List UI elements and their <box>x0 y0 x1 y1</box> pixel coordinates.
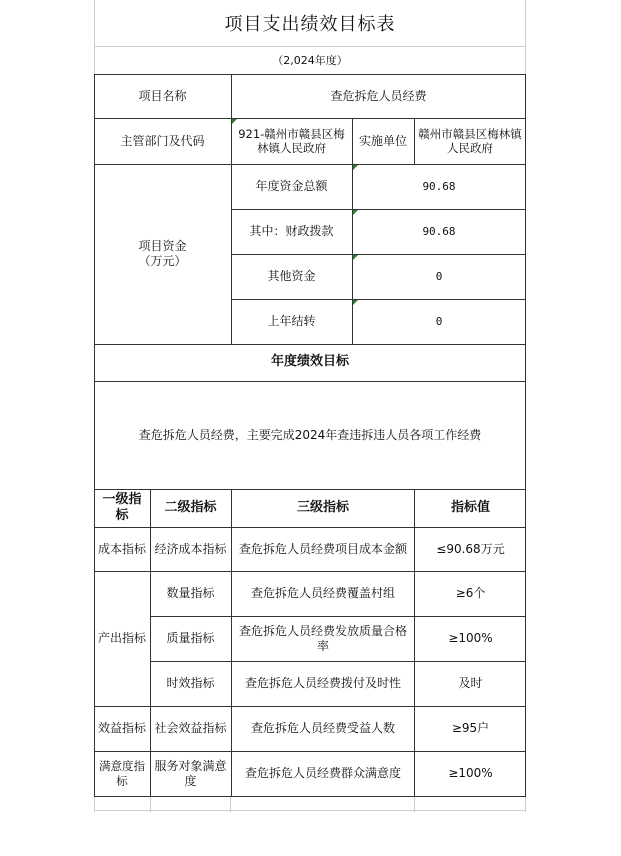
table-border <box>94 796 526 797</box>
indicator-value: ≥6个 <box>455 586 486 600</box>
table-border <box>94 706 526 707</box>
grid-line <box>94 796 95 812</box>
indicator-header: 一级指标 <box>102 491 142 523</box>
project-name-value: 查危拆危人员经费 <box>330 88 427 103</box>
indicator-header: 三级指标 <box>296 499 349 515</box>
table-border <box>94 344 526 345</box>
impl-unit-label: 实施单位 <box>358 133 407 148</box>
table-border <box>525 74 526 796</box>
table-border <box>94 751 526 752</box>
grid-line <box>94 810 526 811</box>
cell-marker-icon <box>232 119 237 124</box>
grid-line <box>230 796 231 812</box>
funds-row-value: 0 <box>435 314 443 328</box>
indicator-value: 及时 <box>458 676 483 690</box>
indicator-l2: 经济成本指标 <box>154 541 227 556</box>
annual-goal-text: 查危拆危人员经费，主要完成2024年查违拆违人员各项工作经费 <box>138 427 482 442</box>
page-title: 项目支出绩效目标表 <box>224 14 396 35</box>
indicator-l1: 成本指标 <box>97 541 146 556</box>
indicator-value: ≥95户 <box>451 721 490 735</box>
table-border <box>94 74 95 796</box>
impl-unit-value: 赣州市赣县区梅林镇人民政府 <box>418 126 522 155</box>
grid-line <box>150 796 151 812</box>
dept-label: 主管部门及代码 <box>120 133 205 148</box>
indicator-header: 二级指标 <box>164 499 217 515</box>
indicator-l3: 查危拆危人员经费覆盖村组 <box>250 586 395 600</box>
funds-row-label: 其他资金 <box>267 269 316 283</box>
table-border <box>150 661 526 662</box>
dept-value: 921-赣州市赣县区梅林镇人民政府 <box>238 126 345 155</box>
indicator-l3: 查危拆危人员经费项目成本金额 <box>238 541 407 556</box>
grid-line <box>414 796 415 812</box>
indicator-l2: 社会效益指标 <box>154 721 227 735</box>
cell-marker-icon <box>353 165 358 170</box>
table-border <box>414 118 415 164</box>
funds-row-value: 0 <box>435 269 443 283</box>
indicator-l3: 查危拆危人员经费拨付及时性 <box>244 676 401 690</box>
indicator-value: ≥100% <box>448 631 493 645</box>
cell-marker-icon <box>353 255 358 260</box>
table-border <box>150 489 151 796</box>
table-border <box>352 118 353 344</box>
funds-row-label: 年度资金总额 <box>255 179 328 193</box>
year-line: （2,024年度） <box>272 54 348 67</box>
cell-marker-icon <box>353 210 358 215</box>
grid-line <box>525 796 526 812</box>
table-border <box>414 489 415 796</box>
indicator-l1: 产出指标 <box>97 631 146 645</box>
indicator-l2: 数量指标 <box>166 586 215 600</box>
table-border <box>94 489 526 490</box>
table-border <box>94 118 526 119</box>
indicator-value: ≤90.68万元 <box>436 541 505 556</box>
indicator-l3: 查危拆危人员经费群众满意度 <box>244 766 401 780</box>
table-border <box>231 299 526 300</box>
table-border <box>231 489 232 796</box>
table-border <box>231 74 232 344</box>
table-border <box>94 571 526 572</box>
indicator-l3: 查危拆危人员经费发放质量合格率 <box>238 623 407 653</box>
indicator-l1: 满意度指标 <box>99 759 145 788</box>
indicator-value: ≥100% <box>448 766 493 780</box>
indicator-l2: 质量指标 <box>166 631 215 645</box>
grid-line <box>94 46 526 47</box>
indicator-l1: 效益指标 <box>97 721 146 735</box>
table-border <box>94 164 526 165</box>
funds-row-value: 90.68 <box>422 224 456 238</box>
table-border <box>231 209 526 210</box>
table-border <box>94 527 526 528</box>
indicator-l2: 服务对象满意度 <box>154 758 227 788</box>
table-border <box>94 74 526 75</box>
funds-label: 项目资金 （万元） <box>138 239 187 268</box>
indicator-l3: 查危拆危人员经费受益人数 <box>250 721 395 735</box>
indicator-l2: 时效指标 <box>166 676 215 690</box>
project-name-label: 项目名称 <box>138 88 187 103</box>
funds-row-value: 90.68 <box>422 179 456 193</box>
table-border <box>94 381 526 382</box>
table-border <box>231 254 526 255</box>
funds-row-label: 上年结转 <box>267 314 316 328</box>
table-border <box>150 616 526 617</box>
funds-row-label: 其中：财政拨款 <box>249 224 334 238</box>
indicator-header: 指标值 <box>450 499 490 515</box>
annual-goal-heading: 年度绩效目标 <box>270 354 349 370</box>
cell-marker-icon <box>353 300 358 305</box>
